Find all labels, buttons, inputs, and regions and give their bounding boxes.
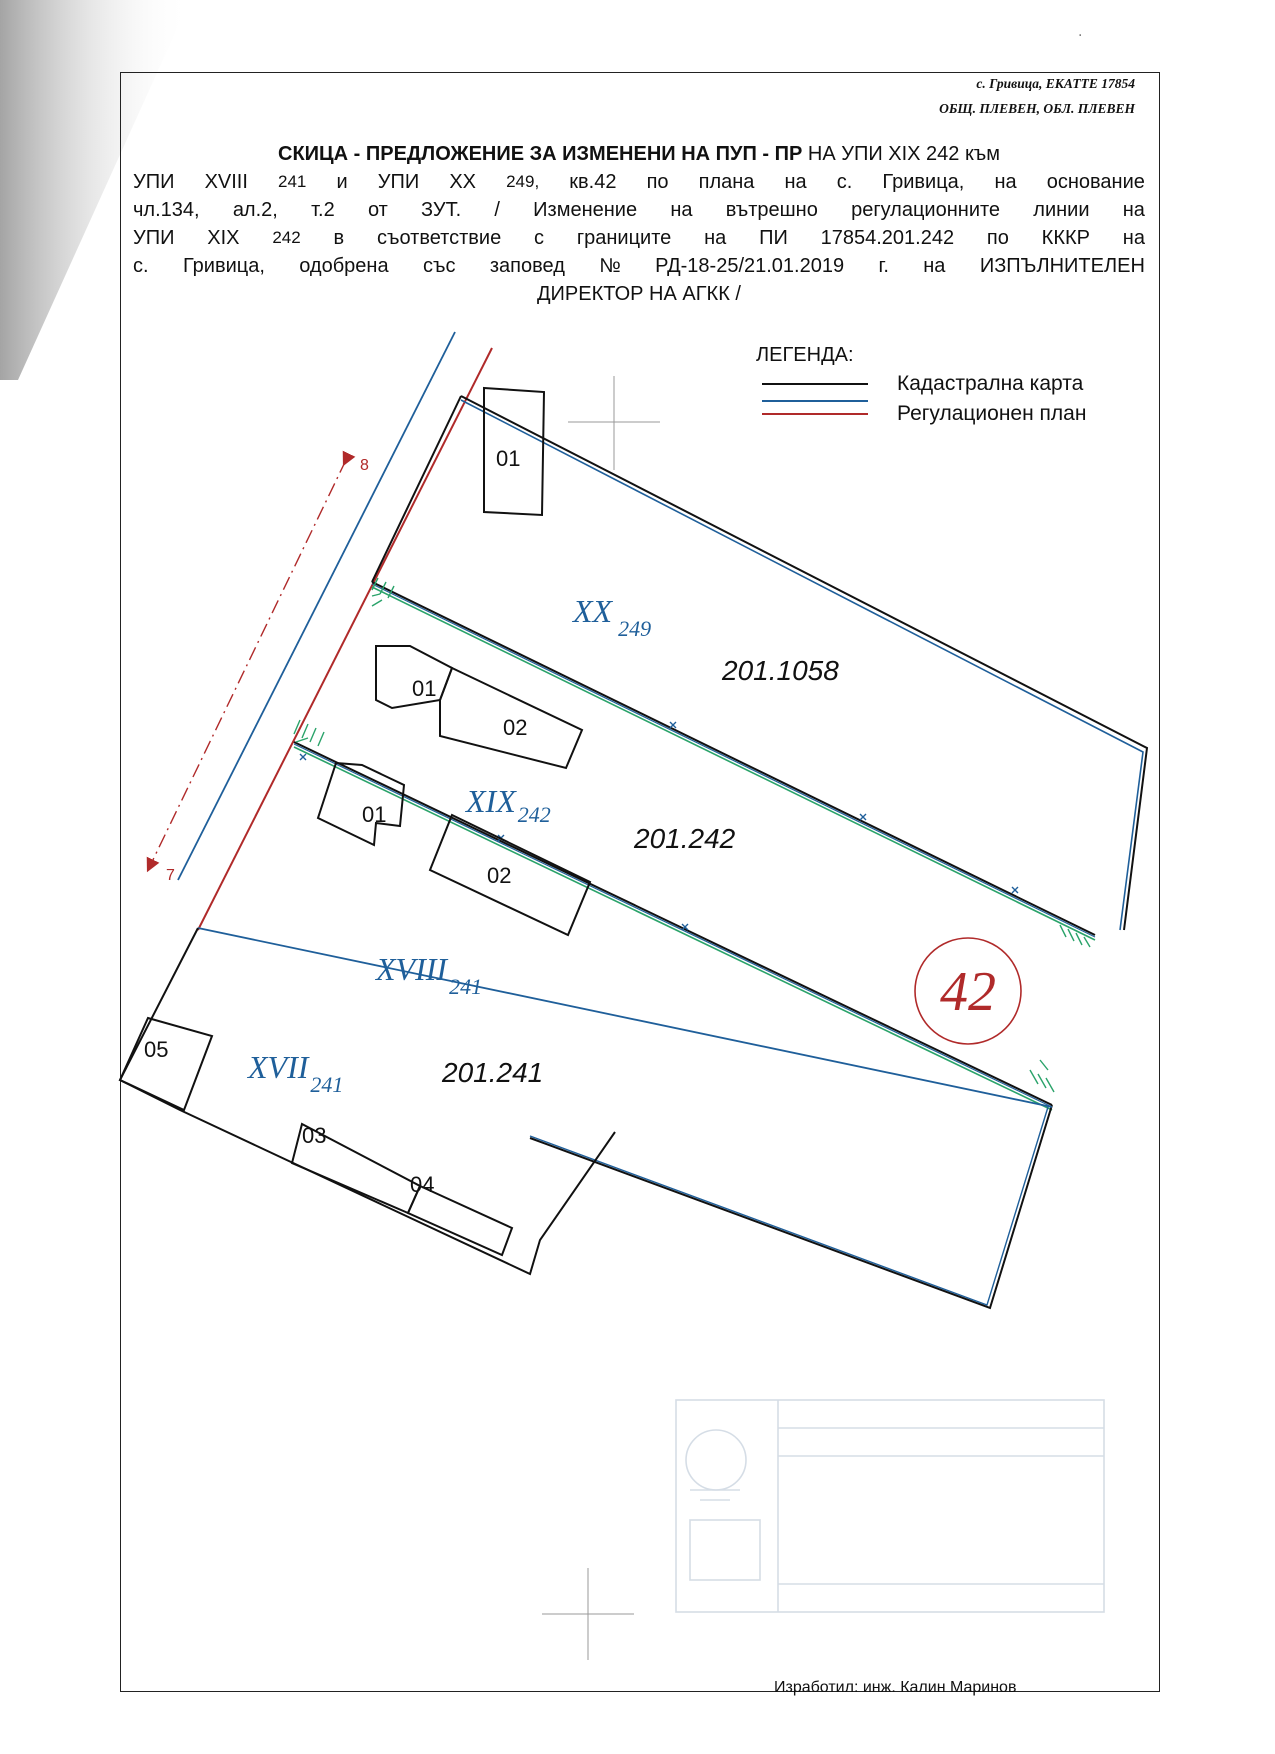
title-word: т.2 [311,199,335,221]
title-word: на [704,227,727,249]
street-axis [150,457,369,884]
building-label: 05 [144,1037,169,1062]
title-word: с [534,227,544,249]
title-word: ал.2, [232,199,278,221]
title-word: Гривица, [182,255,265,277]
title-word: г. [878,255,889,277]
title-word: 249, [506,172,540,191]
title-word: по [646,171,669,193]
title-word: по [986,227,1009,249]
block-number-marker [915,938,1021,1044]
title-word: от [367,199,388,221]
block-number: 42 [940,961,996,1023]
title-word: вътрешно [725,199,818,221]
upi-xviii-label: $XVIII_{241}$ [376,951,483,999]
title-word: 17854.201.242 [820,227,955,249]
building-xviii-01 [318,763,404,845]
title-word: 241 [278,172,307,191]
building-label: 03 [302,1123,327,1148]
upi-xx-label: XX $_{249}$ [573,593,652,641]
location-line-1: с. Гривица, ЕКАТТЕ 17854 [976,76,1135,91]
grid-crosshair-upper [568,376,660,470]
building-label: 02 [487,863,512,888]
title-word: XVIII [204,171,248,193]
cadastral-id-201-241: 201.241 [442,1057,544,1088]
building-label: 01 [362,802,387,827]
title-word: Гривица, [882,171,965,193]
title-word: ЗУТ. [421,199,462,221]
title-word: кв.42 [569,171,617,193]
title-word: чл.134, [133,199,200,221]
title-word: / [494,199,500,221]
title-word: със [422,255,456,277]
title-word: ИЗПЪЛНИТЕЛЕН [979,255,1145,277]
title-word: № [599,255,621,277]
title-word: Изменение [533,199,638,221]
boundary-xx-xix [372,582,1095,940]
street-point-end: 7 [166,867,175,884]
upi-labels [246,593,651,1097]
author-credit: Изработил: инж. Калин Маринов [774,1679,1017,1696]
street-boundaries [178,332,492,930]
title-word: и [336,171,348,193]
plot-xviii-xvii-boundary [120,928,1052,1308]
title-word: УПИ [377,171,420,193]
location-line-2: ОБЩ. ПЛЕВЕН, ОБЛ. ПЛЕВЕН [939,101,1135,116]
cadastral-id-201-1058: 201.1058 [722,655,839,686]
official-stamp [676,1400,1104,1612]
title-word: 242 [272,228,301,247]
legend-regulation-label: Регулационен план [897,402,1087,425]
upi-xix-label: $XIX_{242}$ [466,783,551,827]
cadastral-id-201-242: 201.242 [634,823,736,854]
building-label: 02 [503,715,528,740]
title-word: основание [1046,171,1145,193]
title-word: с. [836,171,853,193]
title-word: ПИ [759,227,788,249]
title-word: на [670,199,693,221]
title-word: в [333,227,345,249]
building-xvii-05 [120,1018,212,1110]
grid-crosshair-lower [542,1568,634,1660]
title-bold: СКИЦА - ПРЕДЛОЖЕНИЕ ЗА ИЗМЕНЕНИ НА ПУП - ПР [278,143,803,165]
title-word: на [994,171,1017,193]
street-point-start: 8 [360,457,369,474]
title-word: линии [1033,199,1090,221]
legend-title: ЛЕГЕНДА: [756,344,854,366]
title-word: РД-18-25/21.01.2019 [655,255,845,277]
title-word: на [1122,227,1145,249]
title-word: заповед [489,255,565,277]
building-label: 01 [412,676,437,701]
title-word: на [1122,199,1145,221]
title-word: границите [576,227,672,249]
building-label: 01 [496,446,521,471]
title-word: УПИ [133,171,175,193]
title-word: ДИРЕКТОР НА АГКК / [537,283,741,305]
boundary-xix-xviii [294,742,1052,1110]
title-word: УПИ [133,227,175,249]
title-word: КККР [1041,227,1090,249]
building-label: 04 [410,1172,435,1197]
title-word: XX [449,171,476,193]
title-word: на [923,255,946,277]
title-word: на [784,171,807,193]
scan-mark: · [1078,28,1083,44]
title-word: плана [698,171,755,193]
legend-swatches [762,384,868,414]
title-word: регулационните [851,199,1001,221]
title-word: XIX [207,227,240,249]
title-word: съответствие [376,227,502,249]
legend-cadastral-label: Кадастрална карта [897,372,1084,395]
title-word: с. [133,255,149,277]
title-word: одобрена [299,255,389,277]
upi-xvii-label: $XVII_{241}$ [248,1049,344,1097]
title-rest: НА УПИ XIX 242 към [802,143,1000,165]
